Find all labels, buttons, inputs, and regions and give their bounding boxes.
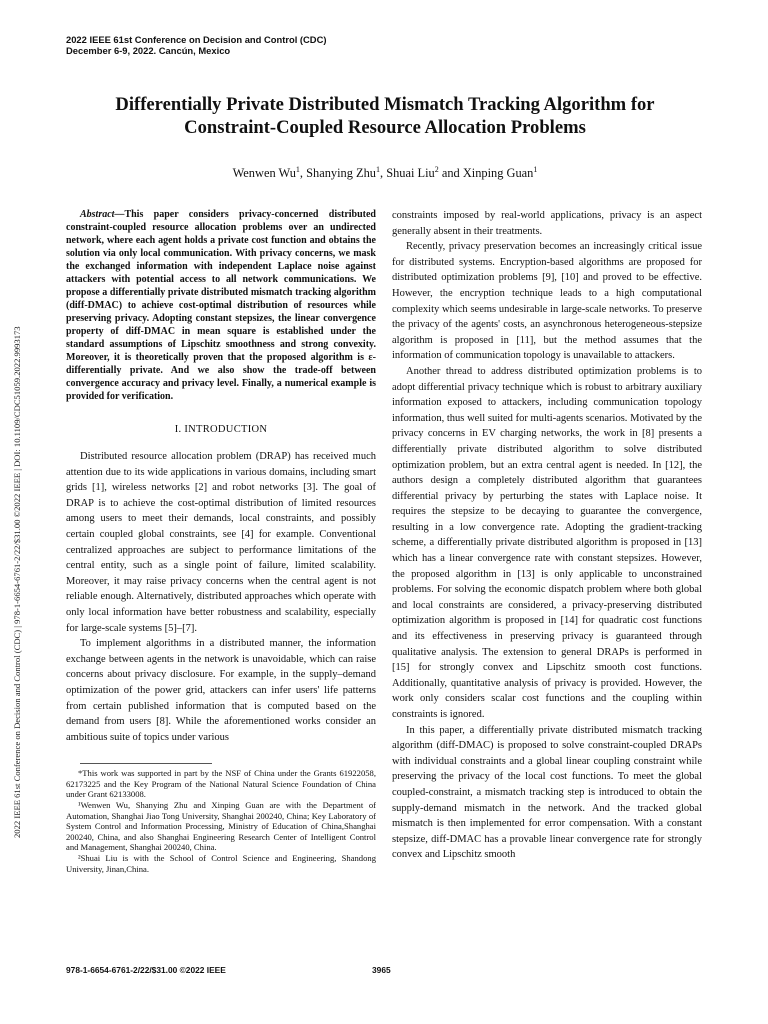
abstract-label: Abstract <box>80 209 115 220</box>
author-name: Xinping Guan <box>462 166 534 181</box>
author-list: Wenwen Wu$^1$, Shanying Zhu$^1$, Shuai Liu$^2$ and Xinping Guan$^1$ <box>232 165 538 181</box>
conference-name: 2022 IEEE 61st Conference on Decision and Control (CDC) <box>66 34 327 45</box>
footnote-funding: *This work was supported in part by the NSF of China under the Grants 61922058, 62173225 and the Key Program of the National Natural Science Foundation of China under Grant 62133008. <box>66 768 376 800</box>
author-affiliation-mark: 1 <box>375 165 380 174</box>
author-affiliation-mark: 2 <box>434 165 439 174</box>
right-paragraph-2: Recently, privacy preservation becomes an increasingly critical issue for distributed systems. Encryption-based algorithms are proposed for distributed optimization problems [9], [10] and proved to be effective. However, the encryption technique leads to a high computational complexity which seems undesirable in large-scale networks. To preserve the privacy of the agents' costs, an asynchronous heterogeneous-stepsize algorithm is proposed in [11], but the method assumes that the information of communication topology is unavailable to attackers. <box>392 241 702 362</box>
right-column <box>392 208 702 863</box>
author-name: Shuai Liu <box>386 166 435 181</box>
paper-title <box>60 93 710 139</box>
footnote-affiliation-2: ²Shuai Liu is with the School of Control Science and Engineering, Shandong University, Jinan,China. <box>66 853 376 874</box>
conference-dates-location: December 6-9, 2022. Cancún, Mexico <box>66 45 231 56</box>
left-column <box>66 208 376 874</box>
conference-header <box>66 34 326 56</box>
abstract-text: This paper considers privacy-concerned distributed constraint-coupled resource allocation problems over an undirected network, where each agent holds a private cost function and obtains the solution via only local communication. With privacy concerns, we mask the exchanged information with independent Laplace noise against attackers with potential access to all network communications. We propose a differentially private distributed mismatch tracking algorithm (diff-DMAC) to achieve cost-optimal distribution of resources while preserving privacy. Adopting constant stepsizes, the linear convergence property of diff-DMAC in mean square is established under the standard assumptions of Lipschitz smoothness and strong convexity. Moreover, it is theoretically proven that the proposed algorithm is ε-differentially private. And we also show the trade-off between convergence accuracy and privacy level. Finally, a numerical example is provided for verification. <box>66 209 376 402</box>
paper-title-line2: Constraint-Coupled Resource Allocation Problems <box>184 117 586 138</box>
right-paragraph-4: In this paper, a differentially private distributed mismatch tracking algorithm (diff-DMAC) is proposed to solve constraint-coupled DRAPs with individual constraints and a global linear coupling constraint while preserving the privacy of the local cost functions. To meet the global coupled-constraint, a mismatch tracking step is introduced to obtain the supply-demand mismatch in the network. And the tracked global mismatch is then implemented for error compensation. With a constant stepsize, diff-DMAC has a provable linear convergence rate for strongly convex and Lipschitz smooth <box>392 724 702 861</box>
side-doi-identifier: 2022 IEEE 61st Conference on Decision and Control (CDC) | 978-1-6654-6761-2/22/$31.00 ©2022 IEEE | DOI: 10.1109/CDC51059.2022.9993173 <box>12 326 22 838</box>
author-name: Wenwen Wu <box>232 166 296 181</box>
section-heading-introduction: I. INTRODUCTION <box>174 424 268 435</box>
footnote-affiliation-1: ¹Wenwen Wu, Shanying Zhu and Xinping Guan are with the Department of Automation, Shanghai Jiao Tong University, Shanghai 200240, China; Key Laboratory of System Control and Information Processing, Ministry of Education of China,Shanghai 200240, China, and also Shanghai Engineering Research Center of Intelligent Control and Management, Shanghai 200240, China. <box>66 800 376 853</box>
author-affiliation-mark: 1 <box>533 165 538 174</box>
intro-paragraph-2: To implement algorithms in a distributed manner, the information exchange between agents in the network is unavoidable, which can raise concerns about privacy disclosure. For example, in the supply–demand optimization of the power grid, attackers can infer users' life patterns from certain published information that is computed based on the demand from users [8]. While the aforementioned works consider an ambitious suite of topics under various <box>66 638 376 743</box>
footer-isbn: 978-1-6654-6761-2/22/$31.00 ©2022 IEEE <box>66 965 226 975</box>
author-conjunction: and <box>441 166 460 181</box>
right-paragraph-1: constraints imposed by real-world applications, privacy is an aspect generally absent in their treatments. <box>392 210 702 237</box>
abstract-dash: — <box>114 209 125 220</box>
footnotes <box>66 768 376 874</box>
abstract <box>66 208 376 403</box>
intro-paragraph-1: Distributed resource allocation problem (DRAP) has received much attention due to its wide applications in various domains, including smart grids [1], wireless networks [2] and robot networks [3]. The goal of DRAP is to achieve the cost-optimal distribution of limited resources among users to meet their demands, local constraints, and possibly certain coupled global constraints, see [4] for example. Conventional centralized approaches are subject to performance limitations of the central entity, such as a single point of failure, limited scalability. Moreover, it may raise privacy concerns when the central agent is not reliable enough. Alternatively, distributed approaches which operate with only local information have better robustness and scalability, especially for large-scale systems [5]–[7]. <box>66 451 376 634</box>
right-paragraph-3: Another thread to address distributed optimization problems is to adopt differential privacy technique which is robust to arbitrary auxiliary information exposed to attackers, including communication topology information, thus well suited for multi-agents scenarios. Motivated by the privacy concerns in EV charging networks, the work in [8] presents a differentially private distributed algorithm to solve distributed optimization problem, but an extra central agent is needed. In [12], the authors design a completely distributed algorithm that guarantees differential privacy by perturbing the states with Laplace noise. It requires the stepsize to be decaying to guarantee the convergence, resulting in a low convergence rate. Adopting the gradient-tracking scheme, a differentially private distributed algorithm is proposed in [13] which has a linear convergence rate with constant stepsizes. However, the proposed algorithm in [13] is only applicable to unconstrained problems. For solving the economic dispatch problem where both global and local constraints are considered, a privacy-preserving distributed optimization algorithm is proposed in [14] for quadratic cost functions and its effectiveness in preserving privacy is guaranteed through qualitative analysis. The extension to general DRAPs is performed in [15] for strongly convex and Lipschitz smooth cost functions. Additionally, quantitative analysis of privacy is provided. However, the work only considers scalar cost functions and the coupling within constraints is ignored. <box>392 365 702 720</box>
footnote-divider <box>80 763 212 764</box>
author-name: Shanying Zhu <box>306 166 376 181</box>
paper-title-line1: Differentially Private Distributed Mismatch Tracking Algorithm for <box>115 94 655 115</box>
page-number: 3965 <box>372 965 391 975</box>
author-affiliation-mark: 1 <box>295 165 300 174</box>
